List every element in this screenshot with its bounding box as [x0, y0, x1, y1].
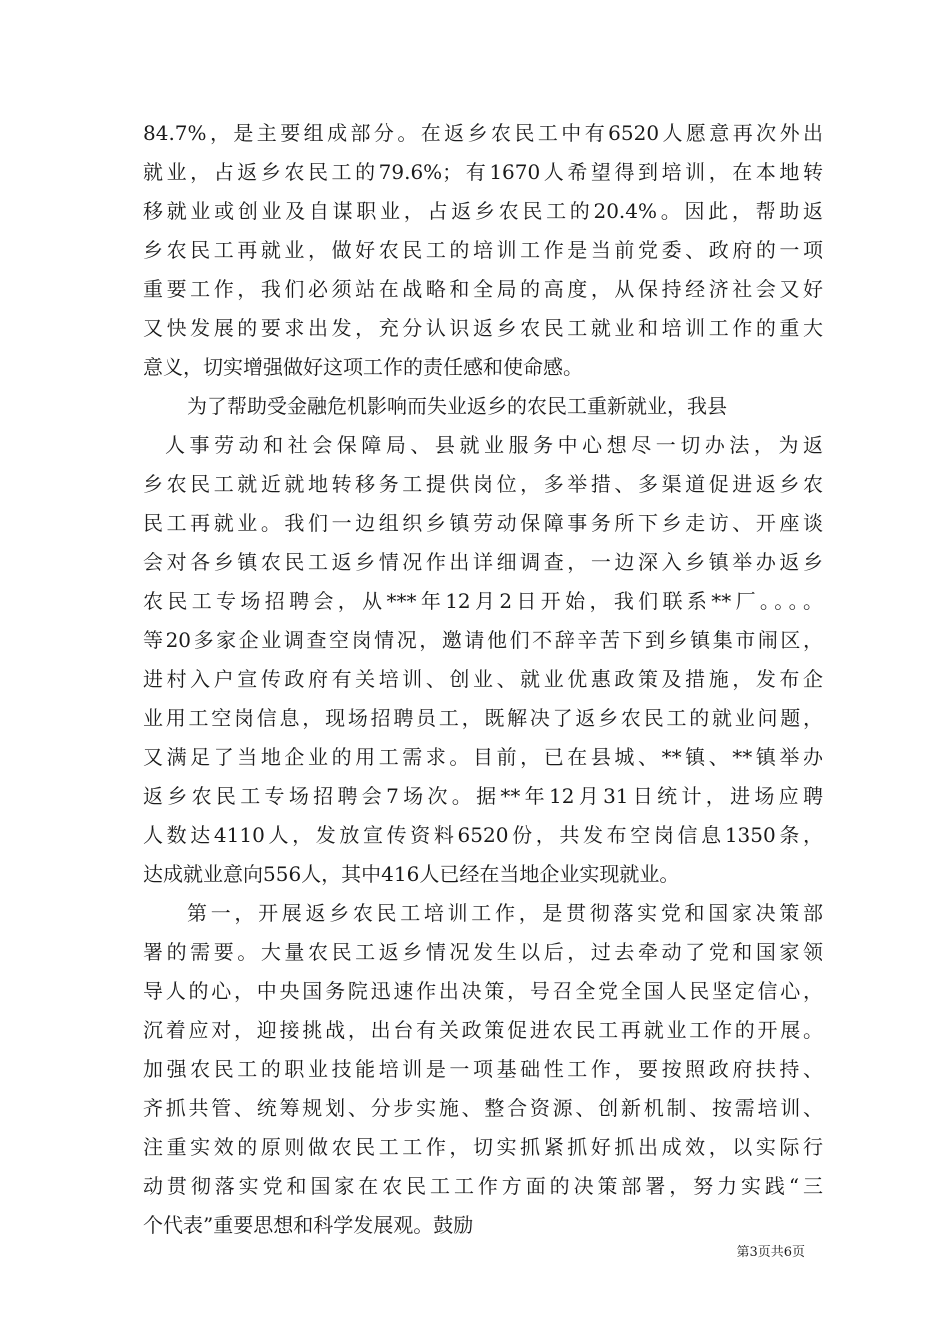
- text-line: 民工再就业。我们一边组织乡镇劳动保障事务所下乡走访、开座谈: [143, 511, 823, 535]
- body-text: [143, 114, 823, 1245]
- text-line: 返乡农民工专场招聘会7场次。据**年12月31日统计，进场应聘: [143, 784, 823, 808]
- page-number: 第3页共6页: [736, 1245, 805, 1260]
- text-line: 乡农民工就近就地转移务工提供岗位，多举措、多渠道促进返乡农: [143, 472, 823, 496]
- text-line: 移就业或创业及自谋职业，占返乡农民工的20.4%。因此，帮助返: [143, 199, 823, 223]
- text-line: 人数达4110人，发放宣传资料6520份，共发布空岗信息1350条，: [143, 823, 823, 847]
- text-line: 意义，切实增强做好这项工作的责任感和使命感。: [143, 355, 583, 379]
- text-line: 沉着应对，迎接挑战，出台有关政策促进农民工再就业工作的开展。: [143, 1018, 823, 1042]
- text-line: 第一，开展返乡农民工培训工作，是贯彻落实党和国家决策部: [187, 901, 823, 925]
- text-line: 进村入户宣传政府有关培训、创业、就业优惠政策及措施，发布企: [143, 667, 823, 691]
- text-line: 动贯彻落实党和国家在农民工工作方面的决策部署，努力实践“三: [143, 1174, 823, 1198]
- text-line: 就业，占返乡农民工的79.6%；有1670人希望得到培训，在本地转: [143, 160, 823, 184]
- text-line: 为了帮助受金融危机影响而失业返乡的农民工重新就业，我县: [187, 394, 727, 418]
- text-line: 乡农民工再就业，做好农民工的培训工作是当前党委、政府的一项: [143, 238, 823, 262]
- text-line: 署的需要。大量农民工返乡情况发生以后，过去牵动了党和国家领: [143, 940, 823, 964]
- text-line: 84.7%，是主要组成部分。在返乡农民工中有6520人愿意再次外出: [143, 121, 823, 145]
- text-line: 会对各乡镇农民工返乡情况作出详细调查，一边深入乡镇举办返乡: [143, 550, 823, 574]
- text-line: 又满足了当地企业的用工需求。目前，已在县城、**镇、**镇举办: [143, 745, 823, 769]
- text-line: 齐抓共管、统筹规划、分步实施、整合资源、创新机制、按需培训、: [143, 1096, 823, 1120]
- text-line: 个代表”重要思想和科学发展观。鼓励: [143, 1213, 474, 1237]
- text-line: 农民工专场招聘会，从***年12月2日开始，我们联系**厂。。。。: [143, 589, 823, 613]
- text-line: 重要工作，我们必须站在战略和全局的高度，从保持经济社会又好: [143, 277, 823, 301]
- text-line: 加强农民工的职业技能培训是一项基础性工作，要按照政府扶持、: [143, 1057, 823, 1081]
- text-line: 导人的心，中央国务院迅速作出决策，号召全党全国人民坚定信心，: [143, 979, 823, 1003]
- text-line: 人事劳动和社会保障局、县就业服务中心想尽一切办法，为返: [165, 433, 823, 457]
- text-line: 等20多家企业调查空岗情况，邀请他们不辞辛苦下到乡镇集市闹区，: [143, 628, 823, 652]
- text-line: 注重实效的原则做农民工工作，切实抓紧抓好抓出成效，以实际行: [143, 1135, 823, 1159]
- text-line: 又快发展的要求出发，充分认识返乡农民工就业和培训工作的重大: [143, 316, 823, 340]
- text-line: 达成就业意向556人，其中416人已经在当地企业实现就业。: [143, 862, 680, 886]
- text-line: 业用工空岗信息，现场招聘员工，既解决了返乡农民工的就业问题，: [143, 706, 823, 730]
